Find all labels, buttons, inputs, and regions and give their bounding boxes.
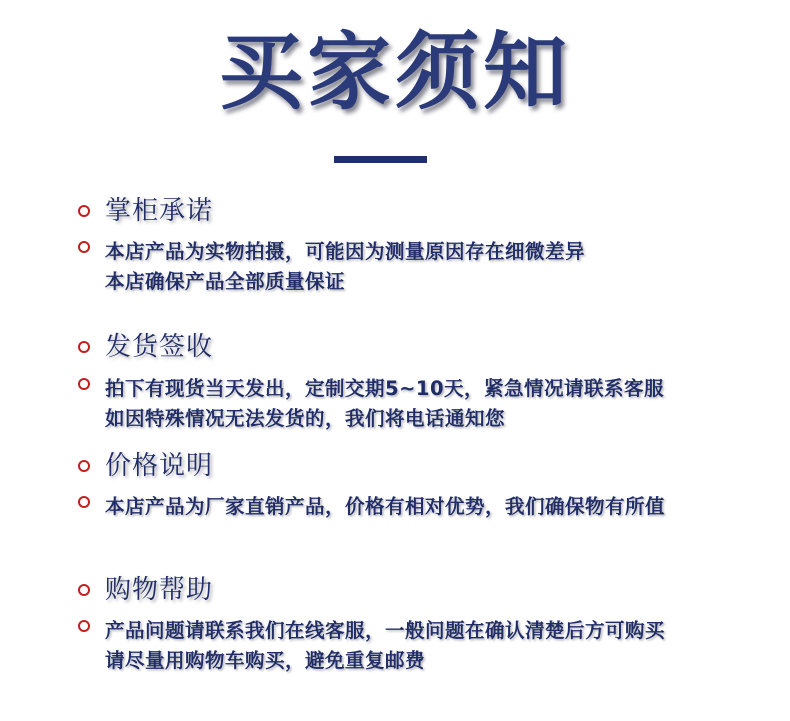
body-line: 本店产品为实物拍摄，可能因为测量原因存在细微差异: [105, 240, 586, 263]
circle-bullet-icon: [78, 341, 90, 353]
circle-bullet-icon: [78, 584, 90, 596]
section-body-help: [78, 616, 665, 676]
section-heading-pricing: 价格说明: [105, 451, 214, 481]
title-divider: [334, 156, 427, 163]
section-heading-row-help: [78, 574, 213, 606]
section-heading-shipping: 发货签收: [105, 332, 214, 362]
section-body-pricing: [78, 492, 665, 522]
body-line: 本店产品为厂家直销产品，价格有相对优势，我们确保物有所值: [105, 495, 666, 518]
body-line: 本店确保产品全部质量保证: [105, 270, 346, 293]
circle-bullet-icon: [78, 620, 90, 632]
section-heading-guarantee: 掌柜承诺: [105, 196, 214, 226]
section-heading-row-guarantee: [78, 195, 213, 227]
section-body-shipping: [78, 374, 664, 434]
section-heading-row-shipping: [78, 331, 213, 363]
circle-bullet-icon: [78, 378, 90, 390]
circle-bullet-icon: [78, 496, 90, 508]
body-line: 拍下有现货当天发出，定制交期5~10天，紧急情况请联系客服: [105, 377, 665, 400]
body-line: 产品问题请联系我们在线客服，一般问题在确认清楚后方可购买: [105, 619, 666, 642]
section-heading-help: 购物帮助: [105, 575, 214, 605]
page-title: 买家须知: [218, 23, 571, 121]
circle-bullet-icon: [78, 460, 90, 472]
section-body-guarantee: [78, 237, 585, 297]
body-line: 请尽量用购物车购买，避免重复邮费: [105, 649, 426, 672]
body-line: 如因特殊情况无法发货的，我们将电话通知您: [105, 407, 506, 430]
section-heading-row-pricing: [78, 450, 213, 482]
circle-bullet-icon: [78, 205, 90, 217]
circle-bullet-icon: [78, 241, 90, 253]
